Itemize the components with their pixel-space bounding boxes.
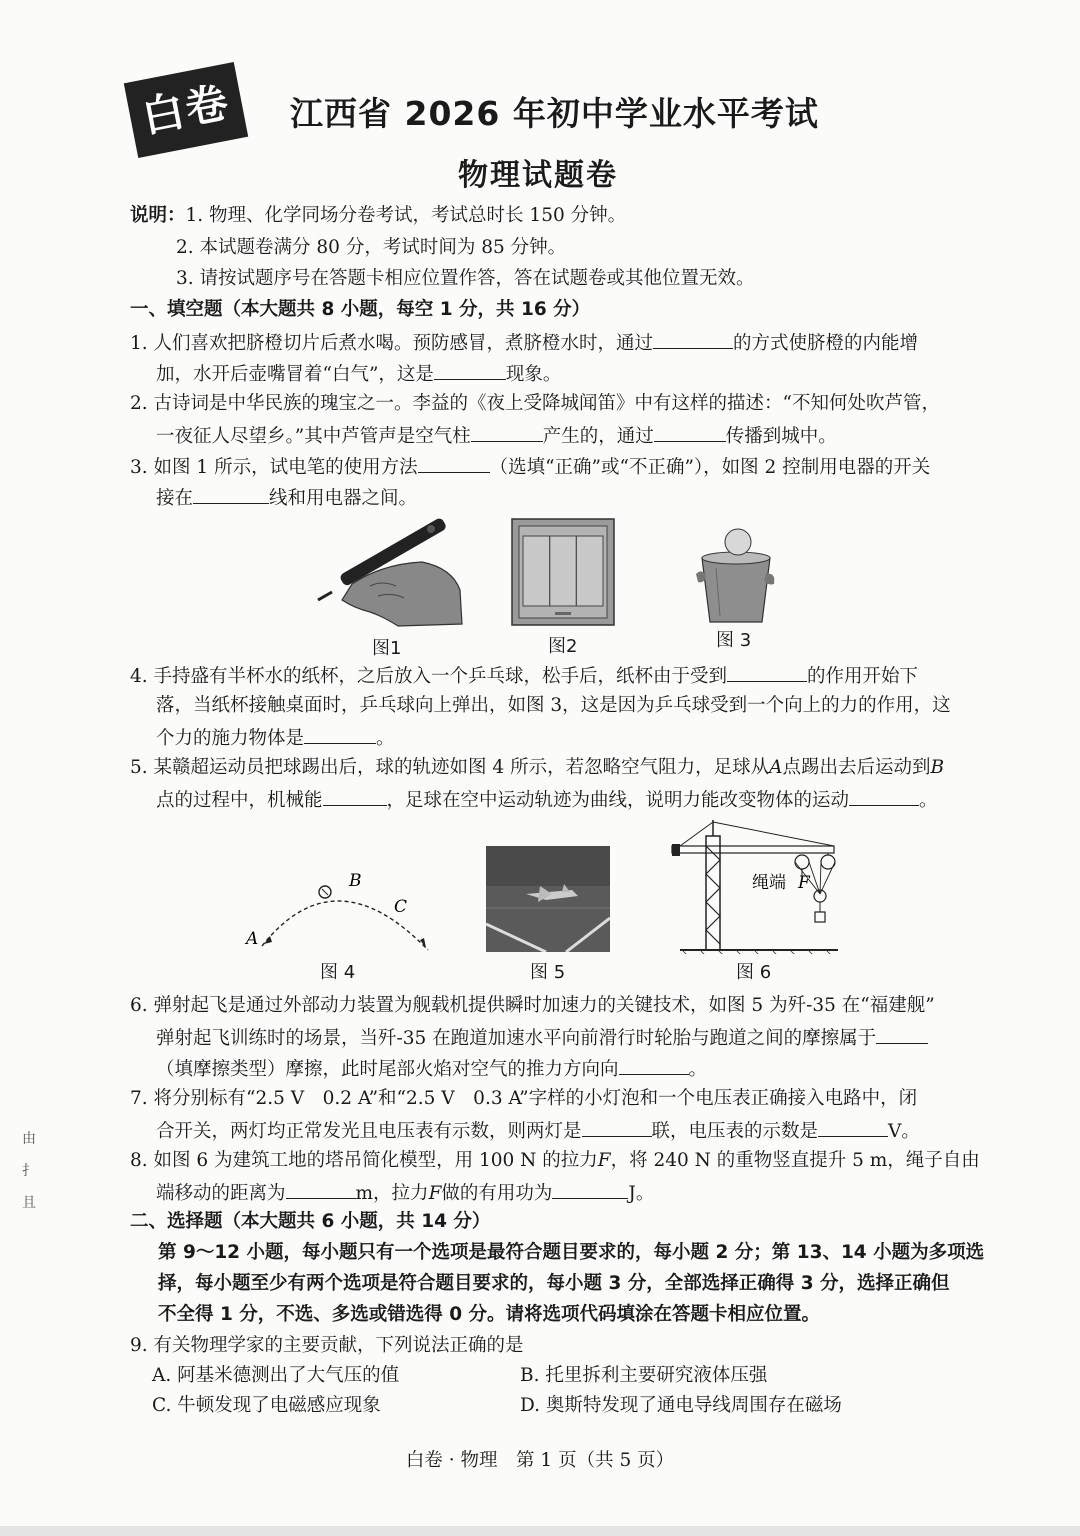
answer-blank[interactable] [653,330,733,349]
section-2-instructions: 不全得 1 分，不选、多选或错选得 0 分。请将选项代码填涂在答题卡相应位置。 [158,1304,821,1325]
exam-title: 江西省 2026 年初中学业水平考试 [290,94,819,133]
binding-mark: 且 [22,1195,36,1211]
question-4-cont: 落，当纸杯接触桌面时，乒乓球向上弹出，如图 3，这是因为乒乓球受到一个向上的力的作用，这 [156,695,951,716]
note-item: 2. 本试题卷满分 80 分，考试时间为 85 分钟。 [176,237,567,258]
point-C-label: C [394,897,408,917]
note-item: 3. 请按试题序号在答题卡相应位置作答，答在试题卷或其他位置无效。 [176,268,755,289]
note-item: 1. 物理、化学同场分卷考试，考试总时长 150 分钟。 [185,205,627,226]
question-6-cont: （填摩擦类型）摩擦，此时尾部火焰对空气的推力方向向 。 [156,1056,707,1082]
section-2-heading: 二、选择题（本大题共 6 小题，共 14 分） [130,1211,491,1232]
answer-blank[interactable] [654,423,726,442]
exam-subtitle: 物理试题卷 [458,158,618,193]
question-9-stem: 9. 有关物理学家的主要贡献，下列说法正确的是 [130,1335,524,1356]
question-7-cont: 合开关，两灯均正常发光且电压表有示数，则两灯是 联，电压表的示数是 V。 [156,1118,920,1144]
answer-blank[interactable] [471,423,543,442]
question-3-cont: 接在 线和用电器之间。 [156,485,417,511]
option-C[interactable]: C. 牛顿发现了电磁感应现象 [152,1395,381,1416]
figure-6-caption: 图 6 [736,962,772,983]
answer-blank[interactable] [582,1118,652,1137]
option-D[interactable]: D. 奥斯特发现了通电导线周围存在磁场 [520,1395,842,1416]
answer-blank[interactable] [619,1056,689,1075]
answer-blank[interactable] [193,485,269,504]
question-4: 4. 手持盛有半杯水的纸杯，之后放入一个乒乓球，松手后，纸杯由于受到 的作用开始下 [130,663,918,689]
page-footer: 白卷 · 物理 第 1 页（共 5 页） [405,1450,675,1471]
section-1-heading: 一、填空题（本大题共 8 小题，每空 1 分，共 16 分） [130,299,591,320]
rope-end-label: 绳端 [752,873,786,893]
notes-line-1 [130,204,626,228]
answer-blank[interactable] [552,1180,628,1199]
figure-1-test-pen [312,516,464,628]
bottom-edge [0,1526,1080,1536]
question-1-cont: 加，水开后壶嘴冒着“白气”，这是 现象。 [156,361,561,387]
answer-blank[interactable] [876,1025,928,1044]
section-2-instructions: 择，每小题至少有两个选项是符合题目要求的，每小题 3 分，全部选择正确得 3 分，选择正确但 [158,1273,950,1294]
answer-blank[interactable] [434,361,506,380]
notes-label: 说明： [130,205,186,226]
figure-2-switch-panel [511,518,615,626]
question-8: 8. 如图 6 为建筑工地的塔吊简化模型，用 100 N 的拉力F，将 240 N 的重物竖直提升 5 m，绳子自由 [130,1150,980,1171]
figure-3-caption: 图 3 [716,630,752,651]
question-8-cont: 端移动的距离为 m，拉力F做的有用功为 J。 [156,1180,654,1206]
answer-blank[interactable] [323,787,387,806]
section-2-instructions: 第 9～12 小题，每小题只有一个选项是最符合题目要求的，每小题 2 分；第 13、14 小题为多项选 [158,1242,985,1263]
answer-blank[interactable] [418,454,490,473]
question-1: 1. 人们喜欢把脐橙切片后煮水喝。预防感冒，煮脐橙水时，通过 的方式使脐橙的内能增 [130,330,918,356]
question-7: 7. 将分别标有“2.5 V 0.2 A”和“2.5 V 0.3 A”字样的小灯泡和一个电压表正确接入电路中，闭 [130,1088,918,1109]
binding-mark: 由 [22,1131,36,1147]
answer-blank[interactable] [818,1118,888,1137]
figure-3-paper-cup [696,528,776,624]
answer-blank[interactable] [304,725,376,744]
question-2: 2. 古诗词是中华民族的瑰宝之一。李益的《夜上受降城闻笛》中有这样的描述：“不知何处吹芦管， [130,393,940,414]
point-A-label: A [246,929,259,949]
figure-5-caption: 图 5 [530,962,566,983]
question-3: 3. 如图 1 所示，试电笔的使用方法 （选填“正确”或“不正确”），如图 2 控制用电器的开关 [130,454,930,480]
answer-blank[interactable] [849,787,919,806]
question-2-cont: 一夜征人尽望乡。”其中芦管声是空气柱 产生的，通过 传播到城中。 [156,423,837,449]
figure-2-caption: 图2 [548,636,578,657]
option-A[interactable]: A. 阿基米德测出了大气压的值 [152,1365,400,1386]
question-6-cont: 弹射起飞训练时的场景，当歼-35 在跑道加速水平向前滑行时轮胎与跑道之间的摩擦属于 [156,1025,928,1051]
binding-mark: 扌 [22,1163,36,1179]
paper-badge: 白卷 [124,62,248,158]
figure-1-caption: 图1 [372,638,402,659]
figure-5-jet-photo [486,846,610,952]
figure-4-trajectory [240,864,440,956]
question-5: 5. 某赣超运动员把球踢出后，球的轨迹如图 4 所示，若忽略空气阻力，足球从A点踢出去后运动到B [130,757,945,778]
figure-6-tower-crane [670,816,842,954]
point-B-label: B [349,871,362,891]
question-4-cont: 个力的施力物体是 。 [156,725,395,751]
answer-blank[interactable] [286,1180,356,1199]
question-6: 6. 弹射起飞是通过外部动力装置为舰载机提供瞬时加速力的关键技术，如图 5 为歼-35 在“福建舰” [130,995,935,1016]
force-F-label: F [798,873,810,893]
option-B[interactable]: B. 托里拆利主要研究液体压强 [520,1365,768,1386]
question-5-cont: 点的过程中，机械能 ，足球在空中运动轨迹为曲线，说明力能改变物体的运动 。 [156,787,938,813]
figure-4-caption: 图 4 [320,962,356,983]
answer-blank[interactable] [727,663,807,682]
